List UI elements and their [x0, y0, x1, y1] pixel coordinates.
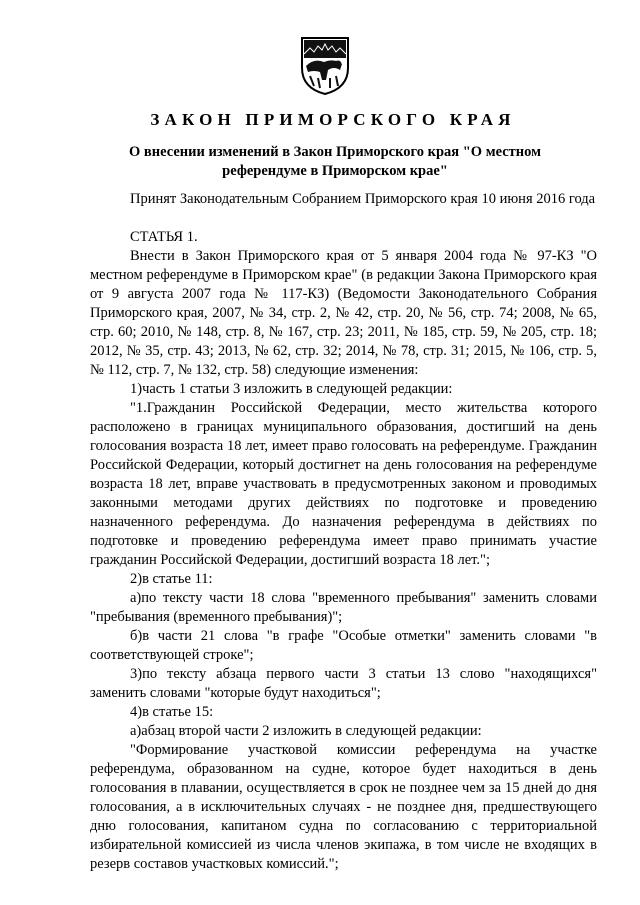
paragraph: 3)по тексту абзаца первого части 3 статьи 13 слово "находящихся" заменить словами "которые будут находиться";: [90, 666, 597, 701]
law-title: ЗАКОН ПРИМОРСКОГО КРАЯ: [150, 110, 516, 129]
paragraph: б)в части 21 слова "в графе "Особые отметки" заменить словами "в соответствующей строке";: [90, 628, 597, 663]
paragraph: "1.Гражданин Российской Федерации, место жительства которого расположено в границах муниципального образования, достигший на день голосования возраста 18 лет, имеет право голосовать на референдуме. Гражданин Российской Федерации, который достигнет на день голосования на референдуме возраста 18 лет, вправе участвовать в предусмотренных законом и проводимых законными методами других действиях по подготовке и проведению назначенного референдума. До назначения референдума в действиях по подготовке и проведению референдума имеет право принимать участие гражданин Российской Федерации, достигший возраста 18 лет.";: [90, 400, 597, 568]
paragraph: "Формирование участковой комиссии референдума на участке референдума, образованном на судне, которое будет находиться в день голосования в плавании, осуществляется в срок не позднее чем за 15 дней до дня голосования, а в исключительных случаях - не позднее дня, предшествующего дню голосования, капитаном судна по согласованию с территориальной избирательной комиссией из числа членов экипажа, в том числе не входящих в резерв составов участковых комиссий.";: [90, 742, 597, 872]
coat-of-arms-icon: [300, 36, 350, 96]
paragraph: а)по тексту части 18 слова "временного пребывания" заменить словами "пребывания (временного пребывания)";: [90, 590, 597, 625]
adoption-note: Принят Законодательным Собранием Приморского края 10 июня 2016 года: [130, 191, 596, 207]
paragraph: 4)в статье 15:: [130, 704, 214, 720]
law-subtitle: О внесении изменений в Закон Приморского края "О местном референдуме в Приморском крае": [129, 144, 541, 179]
article-heading: СТАТЬЯ 1.: [130, 229, 198, 245]
paragraph: 2)в статье 11:: [130, 571, 213, 587]
paragraph: 1)часть 1 статьи 3 изложить в следующей редакции:: [130, 381, 453, 397]
paragraph: а)абзац второй части 2 изложить в следующей редакции:: [130, 723, 482, 739]
paragraph: Внести в Закон Приморского края от 5 января 2004 года № 97-КЗ "О местном референдуме в Приморском крае" (в редакции Закона Приморского края от 9 августа 2007 года № 117-КЗ) (Ведомости Законодательного Собрания Приморского края, 2007, № 34, стр. 2, № 42, стр. 20, № 56, стр. 74; 2008, № 65, стр. 60; 2010, № 148, стр. 8, № 167, стр. 23; 2011, № 185, стр. 59, № 205, стр. 18; 2012, № 35, стр. 43; 2013, № 62, стр. 32; 2014, № 78, стр. 31; 2015, № 106, стр. 5, № 112, стр. 7, № 132, стр. 58) следующие изменения:: [90, 248, 597, 378]
document-body: [90, 190, 597, 874]
